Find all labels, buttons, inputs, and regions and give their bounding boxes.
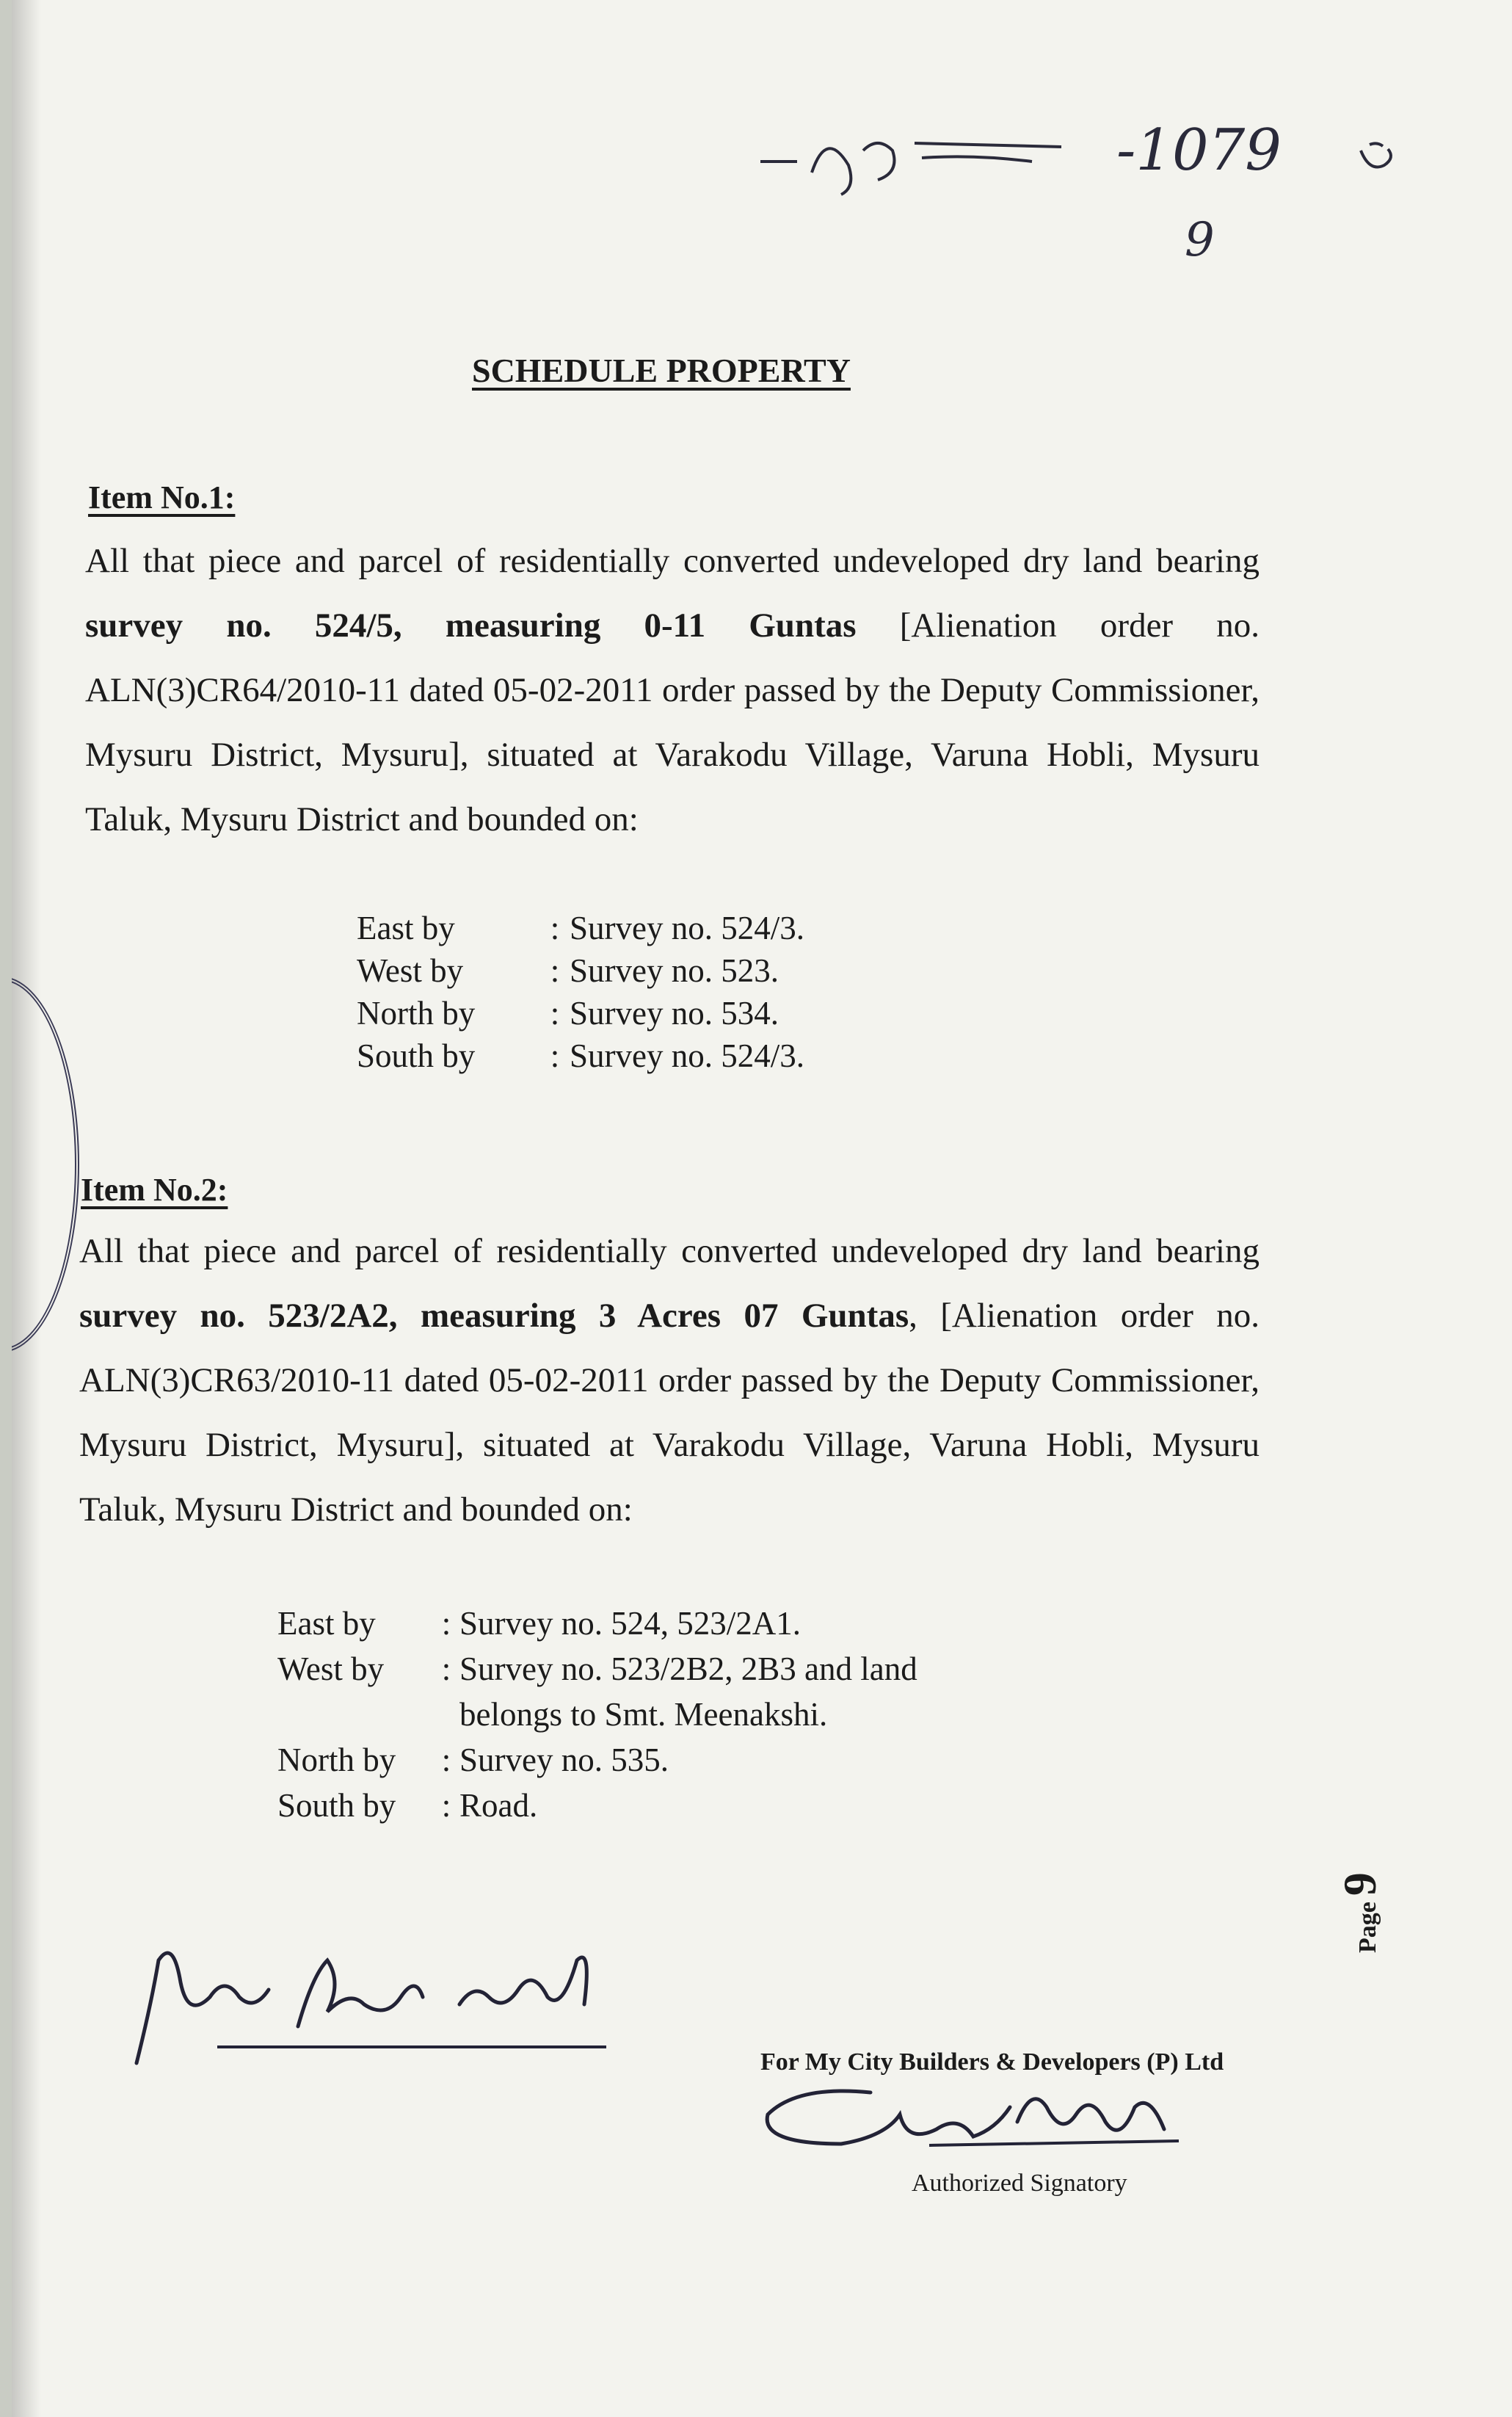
- item-1-text-a: All that piece and parcel of residentially converted undeveloped dry land bearing: [85, 542, 1260, 580]
- item-1-description: [85, 529, 1260, 852]
- boundary-value: Survey no. 535.: [459, 1742, 669, 1778]
- boundary-direction: South by: [277, 1787, 396, 1824]
- item-2-text-c: , [Alienation order no. ALN(3)CR63/2010-11 dated 05-02-2011 order passed by the Deputy Commissioner, Mysuru District, Mysuru], situated at Varakodu Village, Varuna Hobli, Mysuru Taluk, Mysuru District and bounded on:: [79, 1297, 1260, 1529]
- item-2-description: [79, 1219, 1260, 1542]
- boundary-direction: South by: [357, 1037, 476, 1074]
- boundary-row: South by : Road.: [277, 1783, 1011, 1828]
- page-number: 9: [1334, 1872, 1386, 1896]
- header-tick-mark: [1355, 136, 1399, 180]
- boundary-direction: West by: [277, 1650, 385, 1687]
- boundary-value: Survey no. 524/3.: [570, 1037, 804, 1074]
- item-1-heading: Item No.1:: [88, 479, 236, 515]
- boundary-direction: West by: [357, 952, 464, 989]
- authorized-signatory-label: Authorized Signatory: [912, 2170, 1127, 2197]
- item-2-boundaries: [277, 1601, 1011, 1828]
- boundary-row: North by : Survey no. 535.: [277, 1737, 1011, 1783]
- item-2-heading: Item No.2:: [81, 1172, 228, 1208]
- boundary-value: Survey no. 524/3.: [570, 910, 804, 946]
- company-name: For My City Builders & Developers (P) Ltd: [760, 2048, 1224, 2076]
- boundary-direction: North by: [357, 995, 476, 1032]
- page-title: SCHEDULE PROPERTY: [472, 352, 851, 389]
- page-number-label: [1333, 1872, 1387, 1953]
- boundary-value: Survey no. 524, 523/2A1.: [459, 1605, 801, 1642]
- owner-signature: [107, 1916, 665, 2078]
- header-handwritten-page-number: 9: [1185, 213, 1215, 267]
- item-2-text-survey: survey no. 523/2A2, measuring 3 Acres 07 Guntas: [79, 1297, 909, 1335]
- document-page: [12, 0, 1512, 2417]
- boundary-row: North by : Survey no. 534.: [357, 992, 944, 1034]
- boundary-direction: East by: [357, 910, 455, 946]
- boundary-value: Road.: [459, 1787, 538, 1824]
- boundary-row: West by : Survey no. 523.: [357, 949, 944, 992]
- authorized-signature: [753, 2063, 1208, 2173]
- boundary-row: East by : Survey no. 524, 523/2A1.: [277, 1601, 1011, 1646]
- boundary-value: Survey no. 523.: [570, 952, 779, 989]
- boundary-row: East by : Survey no. 524/3.: [357, 907, 944, 949]
- item-1-text-survey: survey no. 524/5, measuring 0-11 Guntas: [85, 606, 857, 645]
- boundary-direction: North by: [277, 1742, 396, 1778]
- boundary-value: Survey no. 523/2B2, 2B3 and land belongs to Smt. Meenakshi.: [459, 1650, 917, 1733]
- item-1-text-c: [Alienation order no. ALN(3)CR64/2010-11 dated 05-02-2011 order passed by the Deputy Commissioner, Mysuru District, Mysuru], situated at Varakodu Village, Varuna Hobli, Mysuru Taluk, Mysuru District and bounded on:: [85, 606, 1260, 838]
- item-1-boundaries: [357, 907, 944, 1077]
- boundary-direction: East by: [277, 1605, 376, 1642]
- header-annotation-scribble: [753, 121, 1135, 202]
- header-annotation-number: -1079: [1116, 117, 1282, 184]
- item-2-text-a: All that piece and parcel of residentially converted undeveloped dry land bearing: [79, 1232, 1260, 1270]
- boundary-row: West by : Survey no. 523/2B2, 2B3 and land belongs to Smt. Meenakshi.: [277, 1646, 1011, 1737]
- page-word: Page: [1354, 1902, 1381, 1953]
- office-stamp: [12, 976, 79, 1352]
- boundary-row: South by : Survey no. 524/3.: [357, 1034, 944, 1077]
- boundary-value: Survey no. 534.: [570, 995, 779, 1032]
